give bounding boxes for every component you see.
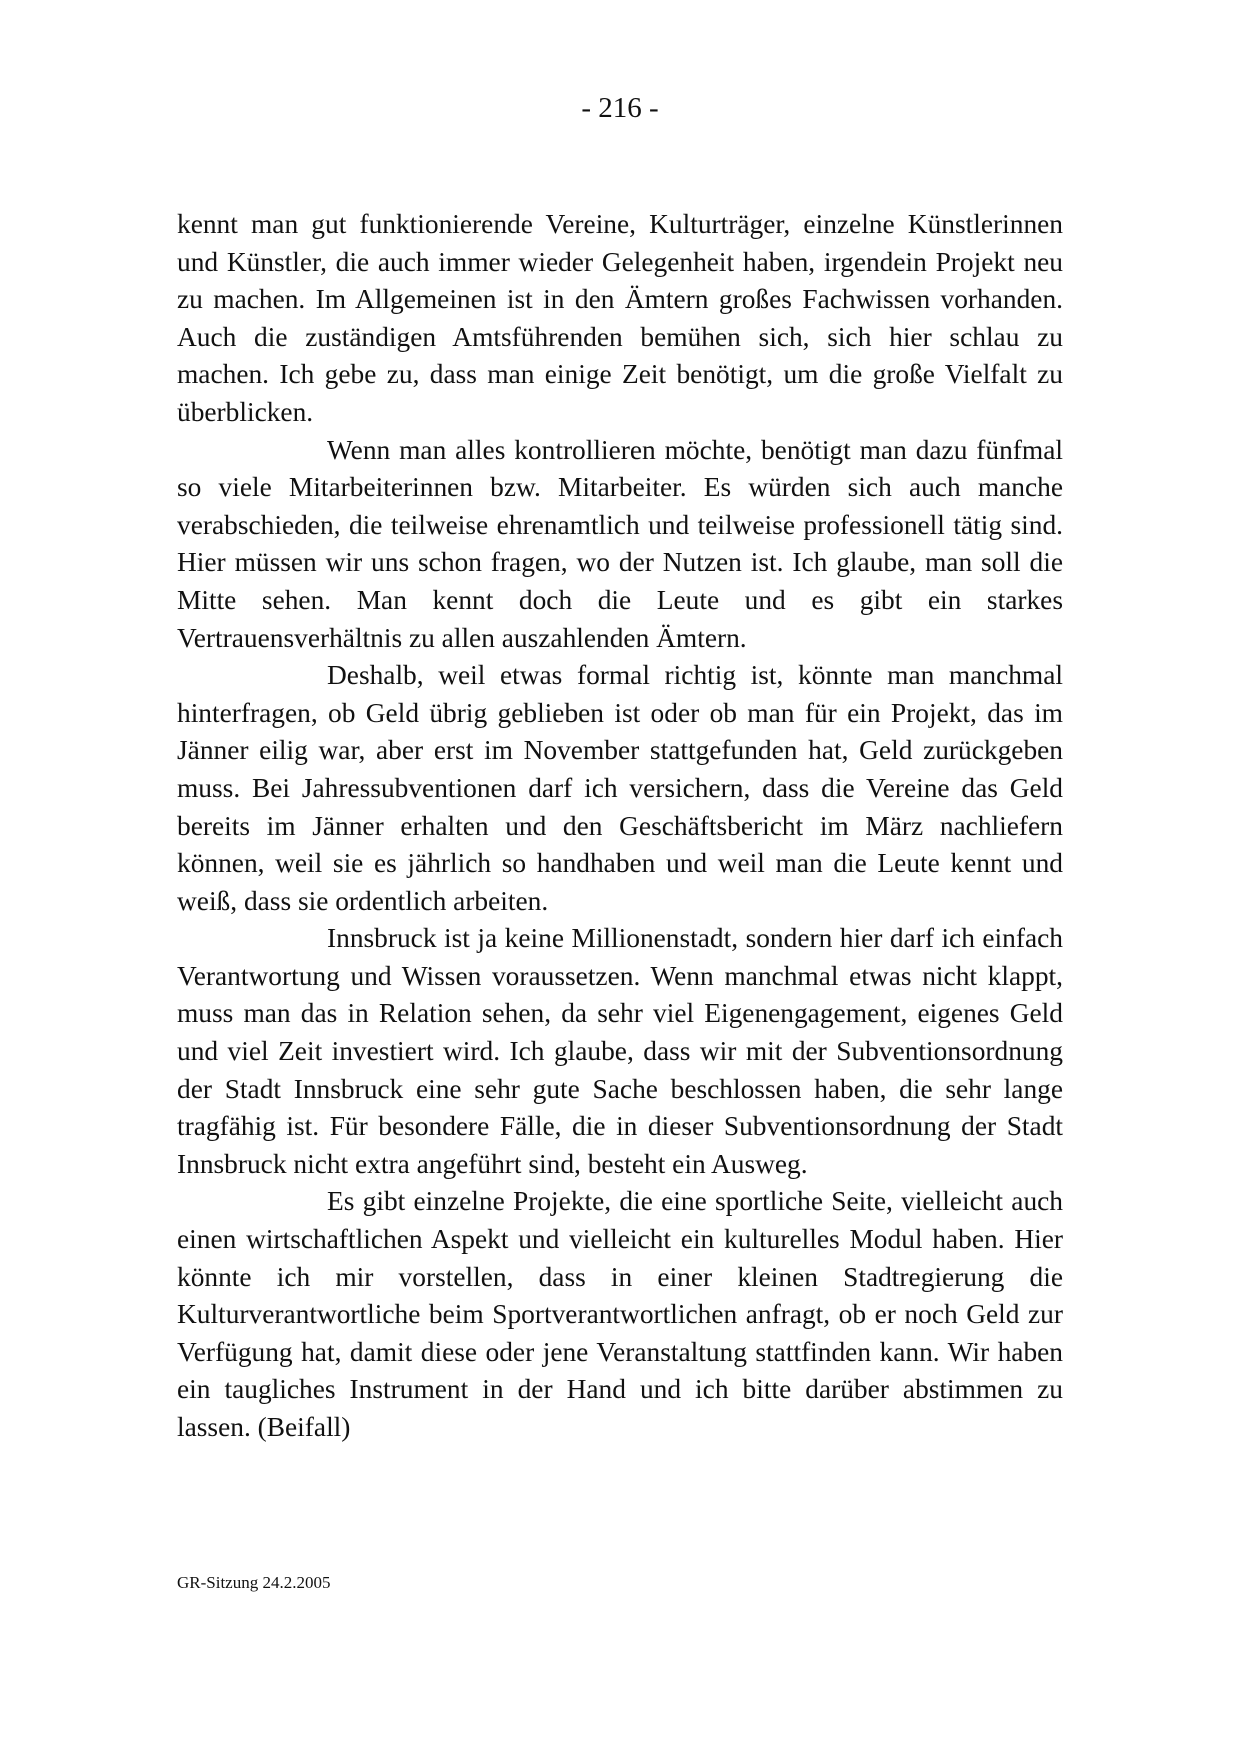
paragraph-5: Es gibt einzelne Projekte, die eine sportliche Seite, vielleicht auch einen wirtschaftlichen Aspekt und vielleicht ein kulturelles Modul haben. Hier könnte ich mir vorstellen, dass in einer kleinen Stadtregierung die Kulturverantwortliche beim Sportverantwortlichen anfragt, ob er noch Geld zur Verfügung hat, damit diese oder jene Veranstaltung stattfinden kann. Wir haben ein taugliches Instrument in der Hand und ich bitte darüber abstimmen zu lassen. (Beifall) bbox=[177, 1186, 1063, 1442]
paragraph-3: Deshalb, weil etwas formal richtig ist, könnte man manchmal hinterfragen, ob Geld übrig geblieben ist oder ob man für ein Projekt, das im Jänner eilig war, aber erst im November stattgefunden hat, Geld zurückgeben muss. Bei Jahressubventionen darf ich versichern, dass die Vereine das Geld bereits im Jänner erhalten und den Geschäftsbericht im März nachliefern können, weil sie es jährlich so handhaben und weil man die Leute kennt und weiß, dass sie ordentlich arbeiten. bbox=[177, 660, 1063, 916]
page-number: - 216 - bbox=[581, 92, 659, 124]
paragraph-4: Innsbruck ist ja keine Millionenstadt, sondern hier darf ich einfach Verantwortung und Wissen voraussetzen. Wenn manchmal etwas nicht klappt, muss man das in Relation sehen, da sehr viel Eigenengagement, eigenes Geld und viel Zeit investiert wird. Ich glaube, dass wir mit der Subventionsordnung der Stadt Innsbruck eine sehr gute Sache beschlossen haben, die sehr lange tragfähig ist. Für besondere Fälle, die in dieser Subventionsordnung der Stadt Innsbruck nicht extra angeführt sind, besteht ein Ausweg. bbox=[177, 923, 1063, 1179]
paragraph-1: kennt man gut funktionierende Vereine, Kulturträger, einzelne Künstlerinnen und Künstler, die auch immer wieder Gelegenheit haben, irgendein Projekt neu zu machen. Im Allgemeinen ist in den Ämtern großes Fachwissen vorhanden. Auch die zuständigen Amtsführenden bemühen sich, sich hier schlau zu machen. Ich gebe zu, dass man einige Zeit benötigt, um die große Vielfalt zu überblicken. bbox=[177, 209, 1063, 427]
document-body bbox=[177, 206, 1063, 1447]
footer-session-date: GR-Sitzung 24.2.2005 bbox=[177, 1573, 331, 1592]
paragraph-2: Wenn man alles kontrollieren möchte, benötigt man dazu fünfmal so viele Mitarbeiterinnen bzw. Mitarbeiter. Es würden sich auch manche verabschieden, die teilweise ehrenamtlich und teilweise professionell tätig sind. Hier müssen wir uns schon fragen, wo der Nutzen ist. Ich glaube, man soll die Mitte sehen. Man kennt doch die Leute und es gibt ein starkes Vertrauensverhältnis zu allen auszahlenden Ämtern. bbox=[177, 434, 1063, 653]
